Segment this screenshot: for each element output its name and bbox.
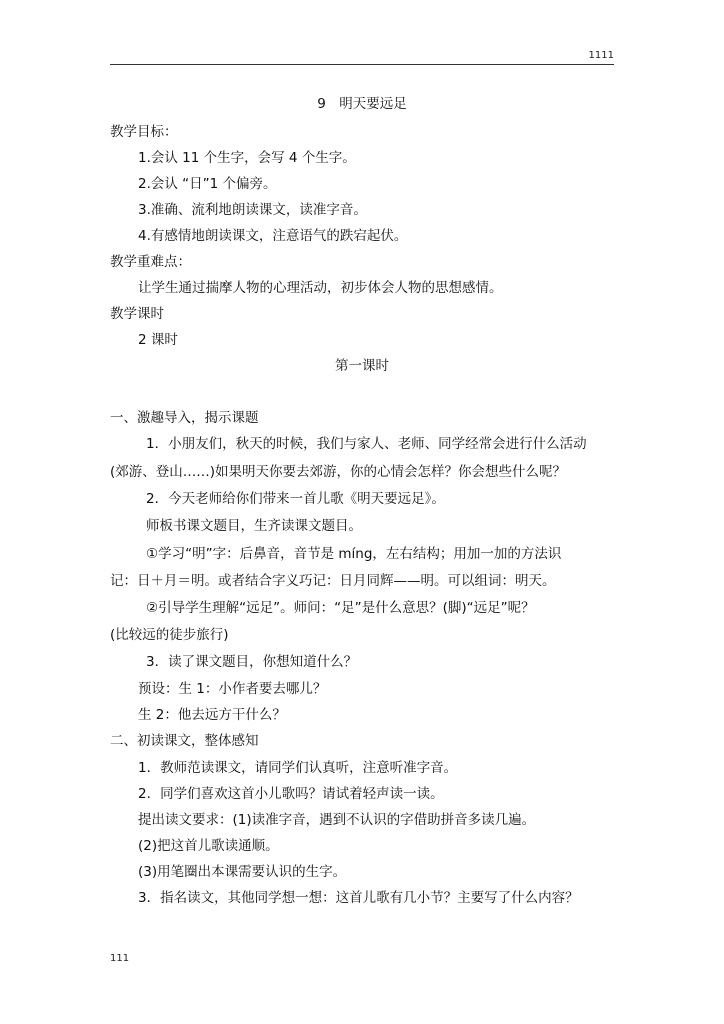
goal-item-3: 3.准确、流利地朗读课文，读准字音。 [138,202,367,218]
section2-p3: 提出读文要求：(1)读准字音，遇到不认识的字借助拼音多读几遍。 [138,812,536,828]
section2-p2: 2．同学们喜欢这首小儿歌吗？请试着轻声读一读。 [138,786,444,802]
periods-text: 2 课时 [138,332,178,348]
section2-heading: 二、初读课文，整体感知 [110,733,259,749]
key-points-text: 让学生通过揣摩人物的心理活动，初步体会人物的思想感情。 [138,280,503,296]
section1-p1-line1: 1．小朋友们，秋天的时候，我们与家人、老师、同学经常会进行什么活动 [146,436,587,452]
header-page-code: 1111 [588,50,614,61]
key-points-heading: 教学重难点： [110,254,191,270]
section1-p4-line1: ①学习“明”字：后鼻音，音节是 míng，左右结构；用加一加的方法识 [146,546,562,562]
lesson-title: 9 明天要远足 [317,96,407,112]
section2-p1: 1．教师范读课文，请同学们认真听，注意听准字音。 [138,760,458,776]
section1-p4-line2: 记：日＋月＝明。或者结合字义巧记：日月同辉——明。可以组词：明天。 [110,573,556,589]
lesson-period-heading: 第一课时 [335,358,389,374]
section2-p4: (2)把这首儿歌读通顺。 [138,838,279,854]
header-rule [110,64,614,65]
section1-p3: 师板书课文题目，生齐读课文题目。 [146,518,362,534]
section2-p6: 3．指名读文，其他同学想一想：这首儿歌有几小节？主要写了什么内容？ [138,890,579,906]
section1-p5-line2: (比较远的徒步旅行) [110,627,229,643]
section1-p6: 3．读了课文题目，你想知道什么？ [146,654,358,670]
section1-p1-line2: (郊游、登山……)如果明天你要去郊游，你的心情会怎样？你会想些什么呢？ [110,464,567,480]
footer-page-code: 111 [110,953,130,964]
goal-item-4: 4.有感情地朗读课文，注意语气的跌宕起伏。 [138,228,408,244]
section2-p5: (3)用笔圈出本课需要认识的生字。 [138,864,347,880]
section1-heading: 一、激趣导入，揭示课题 [110,410,259,426]
section1-p2: 2．今天老师给你们带来一首儿歌《明天要远足》。 [146,491,445,507]
periods-heading: 教学课时 [110,306,164,322]
section1-p5-line1: ②引导学生理解“远足”。师问：“足”是什么意思？(脚)“远足”呢？ [146,600,535,616]
section1-p7: 预设：生 1：小作者要去哪儿？ [138,681,327,697]
section1-p8: 生 2：他去远方干什么？ [138,707,286,723]
goals-heading: 教学目标： [110,124,178,140]
goal-item-1: 1.会认 11 个生字，会写 4 个生字。 [138,150,356,166]
goal-item-2: 2.会认 “日”1 个偏旁。 [138,176,277,192]
